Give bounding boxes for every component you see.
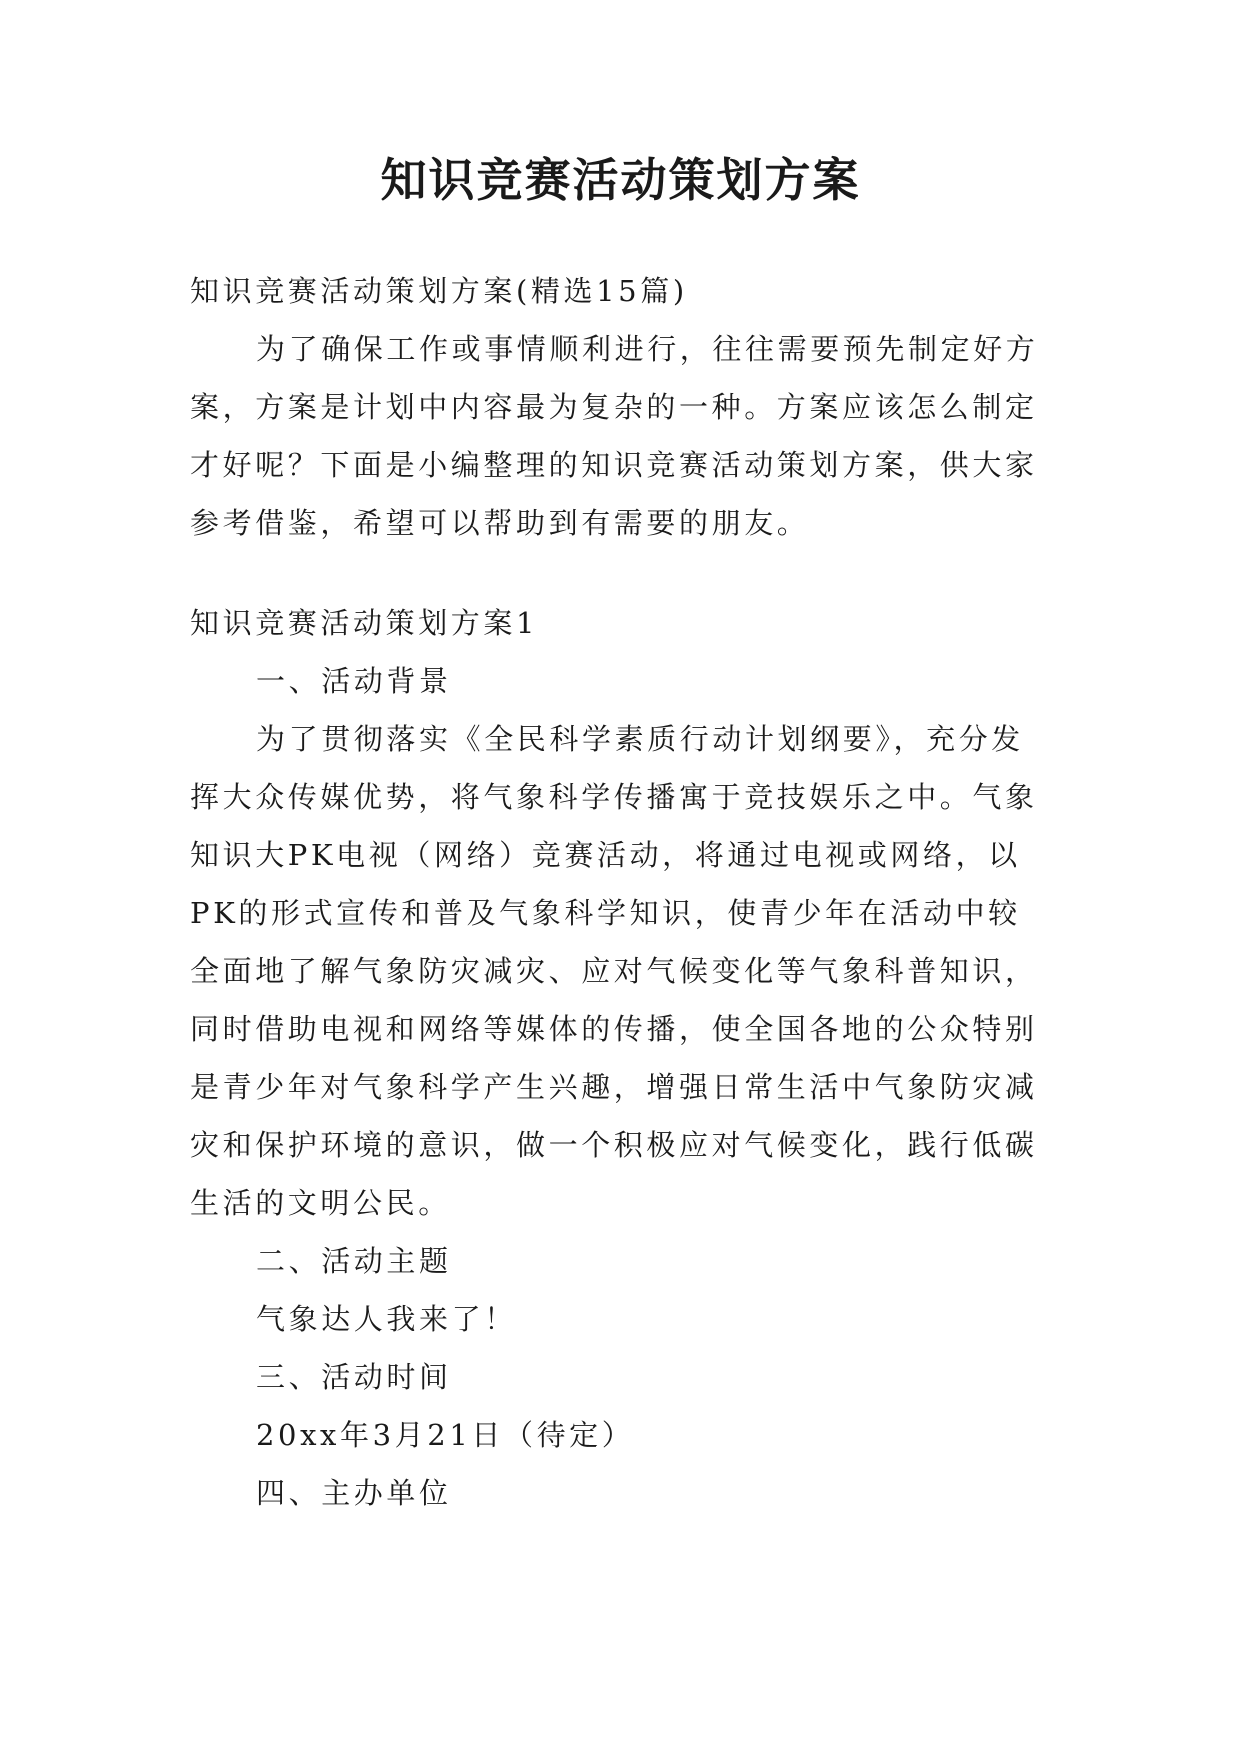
heading-time: 三、活动时间 [256, 1360, 452, 1394]
background-paragraph: 为了贯彻落实《全民科学素质行动计划纲要》，充分发挥大众传媒优势，将气象科学传播寓于竞技娱乐之中。气象知识大PK电视（网络）竞赛活动，将通过电视或网络，以PK的形式宣传和普及气象科学知识，使青少年在活动中较全面地了解气象防灾减灾、应对气候变化等气象科普知识，同时借助电视和网络等媒体的传播，使全国各地的公众特别是青少年对气象科学产生兴趣，增强日常生活中气象防灾减灾和保护环境的意识，做一个积极应对气候变化，践行低碳生活的文明公民。 [190, 722, 1038, 1220]
document-body [190, 262, 1052, 1522]
heading-organizer: 四、主办单位 [256, 1476, 452, 1510]
time-text: 20xx年3月21日（待定） [256, 1418, 635, 1452]
heading-theme: 二、活动主题 [256, 1244, 452, 1278]
intro-paragraph: 为了确保工作或事情顺利进行，往往需要预先制定好方案，方案是计划中内容最为复杂的一种。方案应该怎么制定才好呢？下面是小编整理的知识竞赛活动策划方案，供大家参考借鉴，希望可以帮助到有需要的朋友。 [190, 332, 1039, 540]
document-title: 知识竞赛活动策划方案 [380, 153, 861, 207]
subtitle-line: 知识竞赛活动策划方案(精选15篇) [190, 274, 688, 308]
heading-background: 一、活动背景 [256, 664, 452, 698]
theme-text: 气象达人我来了！ [256, 1302, 517, 1336]
section-title: 知识竞赛活动策划方案1 [190, 606, 539, 640]
